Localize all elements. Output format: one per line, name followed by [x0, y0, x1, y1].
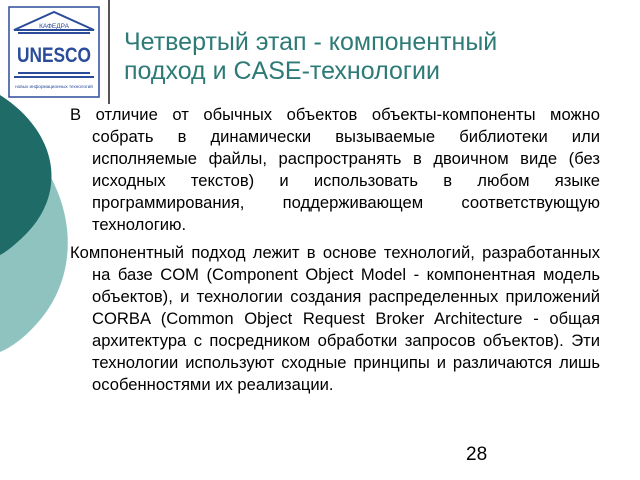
- unesco-emblem: [8, 6, 100, 98]
- paragraph-2: Компонентный подход лежит в основе технологий, разработанных на базе COM (Component Object Model - компонентная модель объектов), и технологии создания распределенных приложений CORBA (Common Object Request Broker Architecture - общая архитектура с посредником обработки запросов объектов). Эти технологии используют сходные принципы и различаются лишь особенностями их реализации.: [70, 243, 600, 394]
- title-line-2: подход и CASE-технологии: [124, 57, 440, 85]
- title-line-1: Четвертый этап - компонентный: [124, 28, 498, 56]
- page-number: 28: [466, 444, 488, 465]
- paragraph-1: В отличие от обычных объектов объекты-компоненты можно собрать в динамически вызываемые библиотеки или исполняемые файлы, распространять в двоичном виде (без исходных текстов) и использовать в любом языке программирования, поддерживающем соответствующую технологию.: [70, 105, 600, 234]
- header-divider: [108, 0, 110, 104]
- slide-title: [124, 28, 624, 86]
- logo-main-text: UNESCO: [17, 44, 91, 67]
- unesco-logo: [8, 6, 100, 98]
- slide-body: [70, 104, 600, 402]
- logo-bottom-text: новых информационных технологий: [15, 84, 93, 89]
- logo-top-text: КАФЕДРА: [39, 23, 69, 30]
